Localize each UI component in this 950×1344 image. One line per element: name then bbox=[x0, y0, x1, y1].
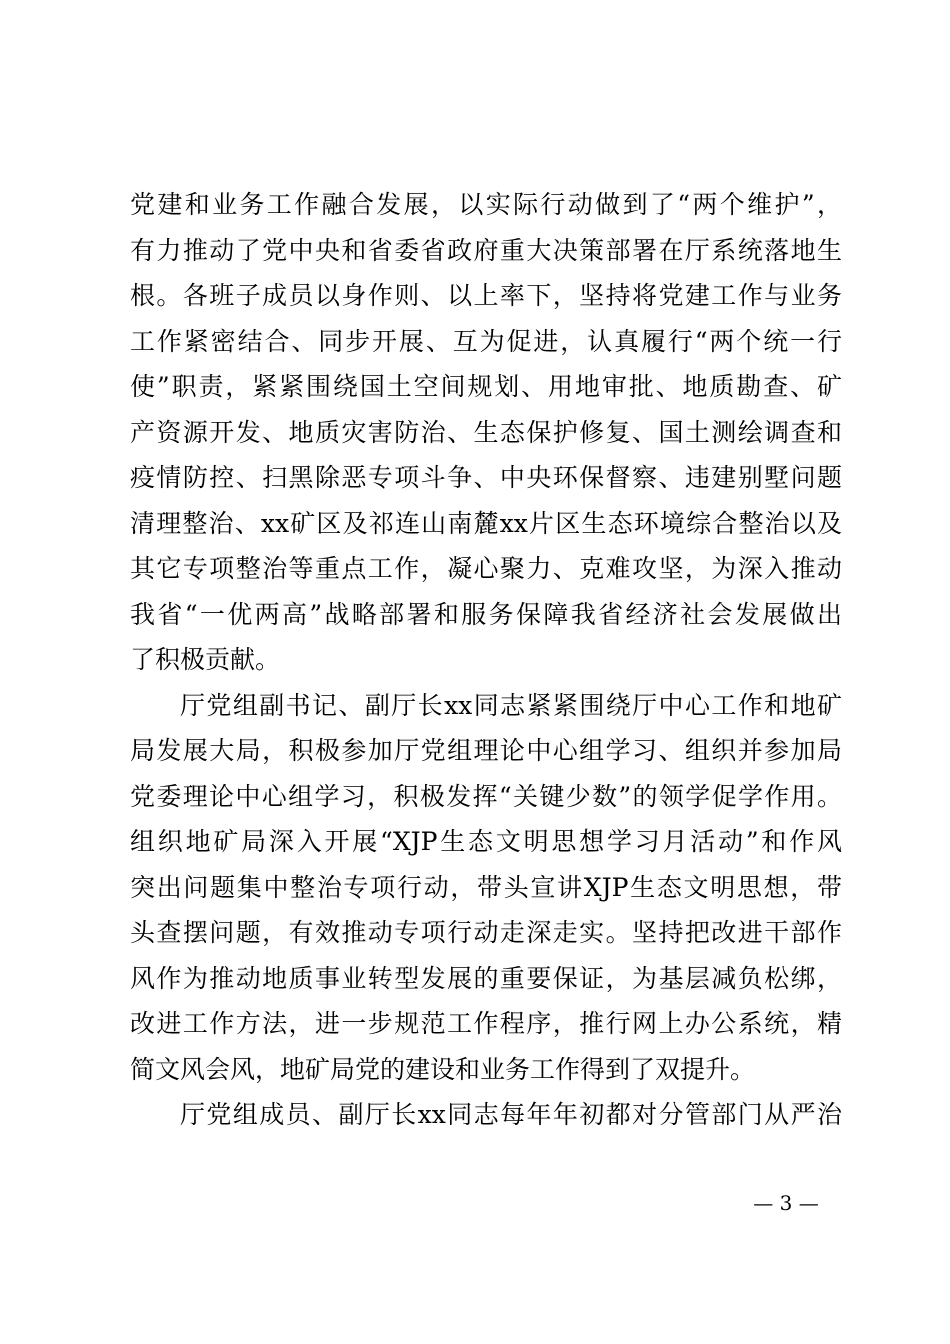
text-line: 党建和业务工作融合发展，以实际行动做到了“两个维护”， bbox=[130, 190, 842, 219]
page-number: — 3 — bbox=[753, 1191, 819, 1215]
text-line: 简文风会风，地矿局党的建设和业务工作得到了双提升。 bbox=[130, 1054, 756, 1084]
text-line: 党委理论中心组学习，积极发挥“关键少数”的领学促学作用。 bbox=[130, 781, 842, 811]
text-line: 组织地矿局深入开展“XJP生态文明思想学习月活动”和作风 bbox=[130, 827, 842, 856]
text-line: 局发展大局，积极参加厅党组理论中心组学习、组织并参加局 bbox=[130, 736, 842, 765]
paragraph bbox=[130, 182, 842, 683]
paragraph bbox=[130, 683, 842, 1093]
document-body bbox=[130, 182, 842, 1138]
text-line: 产资源开发、地质灾害防治、生态保护修复、国土测绘调查和 bbox=[130, 417, 842, 447]
text-line: 有力推动了党中央和省委省政府重大决策部署在厅系统落地生 bbox=[130, 235, 842, 265]
text-line: 突出问题集中整治专项行动，带头宣讲XJP生态文明思想，带 bbox=[130, 872, 842, 902]
text-line: 头查摆问题，有效推动专项行动走深走实。坚持把改进干部作 bbox=[130, 918, 842, 947]
text-line: 改进工作方法，进一步规范工作程序，推行网上办公系统，精 bbox=[130, 1009, 842, 1038]
text-line: 根。各班子成员以身作则、以上率下，坚持将党建工作与业务 bbox=[130, 281, 842, 310]
text-line: 其它专项整治等重点工作，凝心聚力、克难攻坚，为深入推动 bbox=[130, 554, 842, 583]
text-line: 厅党组成员、副厅长xx同志每年年初都对分管部门从严治 bbox=[180, 1100, 842, 1129]
text-line: 风作为推动地质事业转型发展的重要保证，为基层减负松绑， bbox=[130, 963, 842, 993]
text-line: 厅党组副书记、副厅长xx同志紧紧围绕厅中心工作和地矿 bbox=[180, 690, 842, 720]
text-line: 了积极贡献。 bbox=[130, 645, 281, 674]
text-line: 工作紧密结合、同步开展、互为促进，认真履行“两个统一行 bbox=[130, 326, 842, 356]
text-line: 清理整治、xx矿区及祁连山南麓xx片区生态环境综合整治以及 bbox=[130, 508, 842, 538]
text-line: 我省“一优两高”战略部署和服务保障我省经济社会发展做出 bbox=[130, 599, 842, 629]
text-line: 使”职责，紧紧围绕国土空间规划、用地审批、地质勘查、矿 bbox=[130, 372, 842, 401]
text-line: 疫情防控、扫黑除恶专项斗争、中央环保督察、违建别墅问题 bbox=[130, 463, 842, 492]
paragraph bbox=[130, 1092, 842, 1138]
